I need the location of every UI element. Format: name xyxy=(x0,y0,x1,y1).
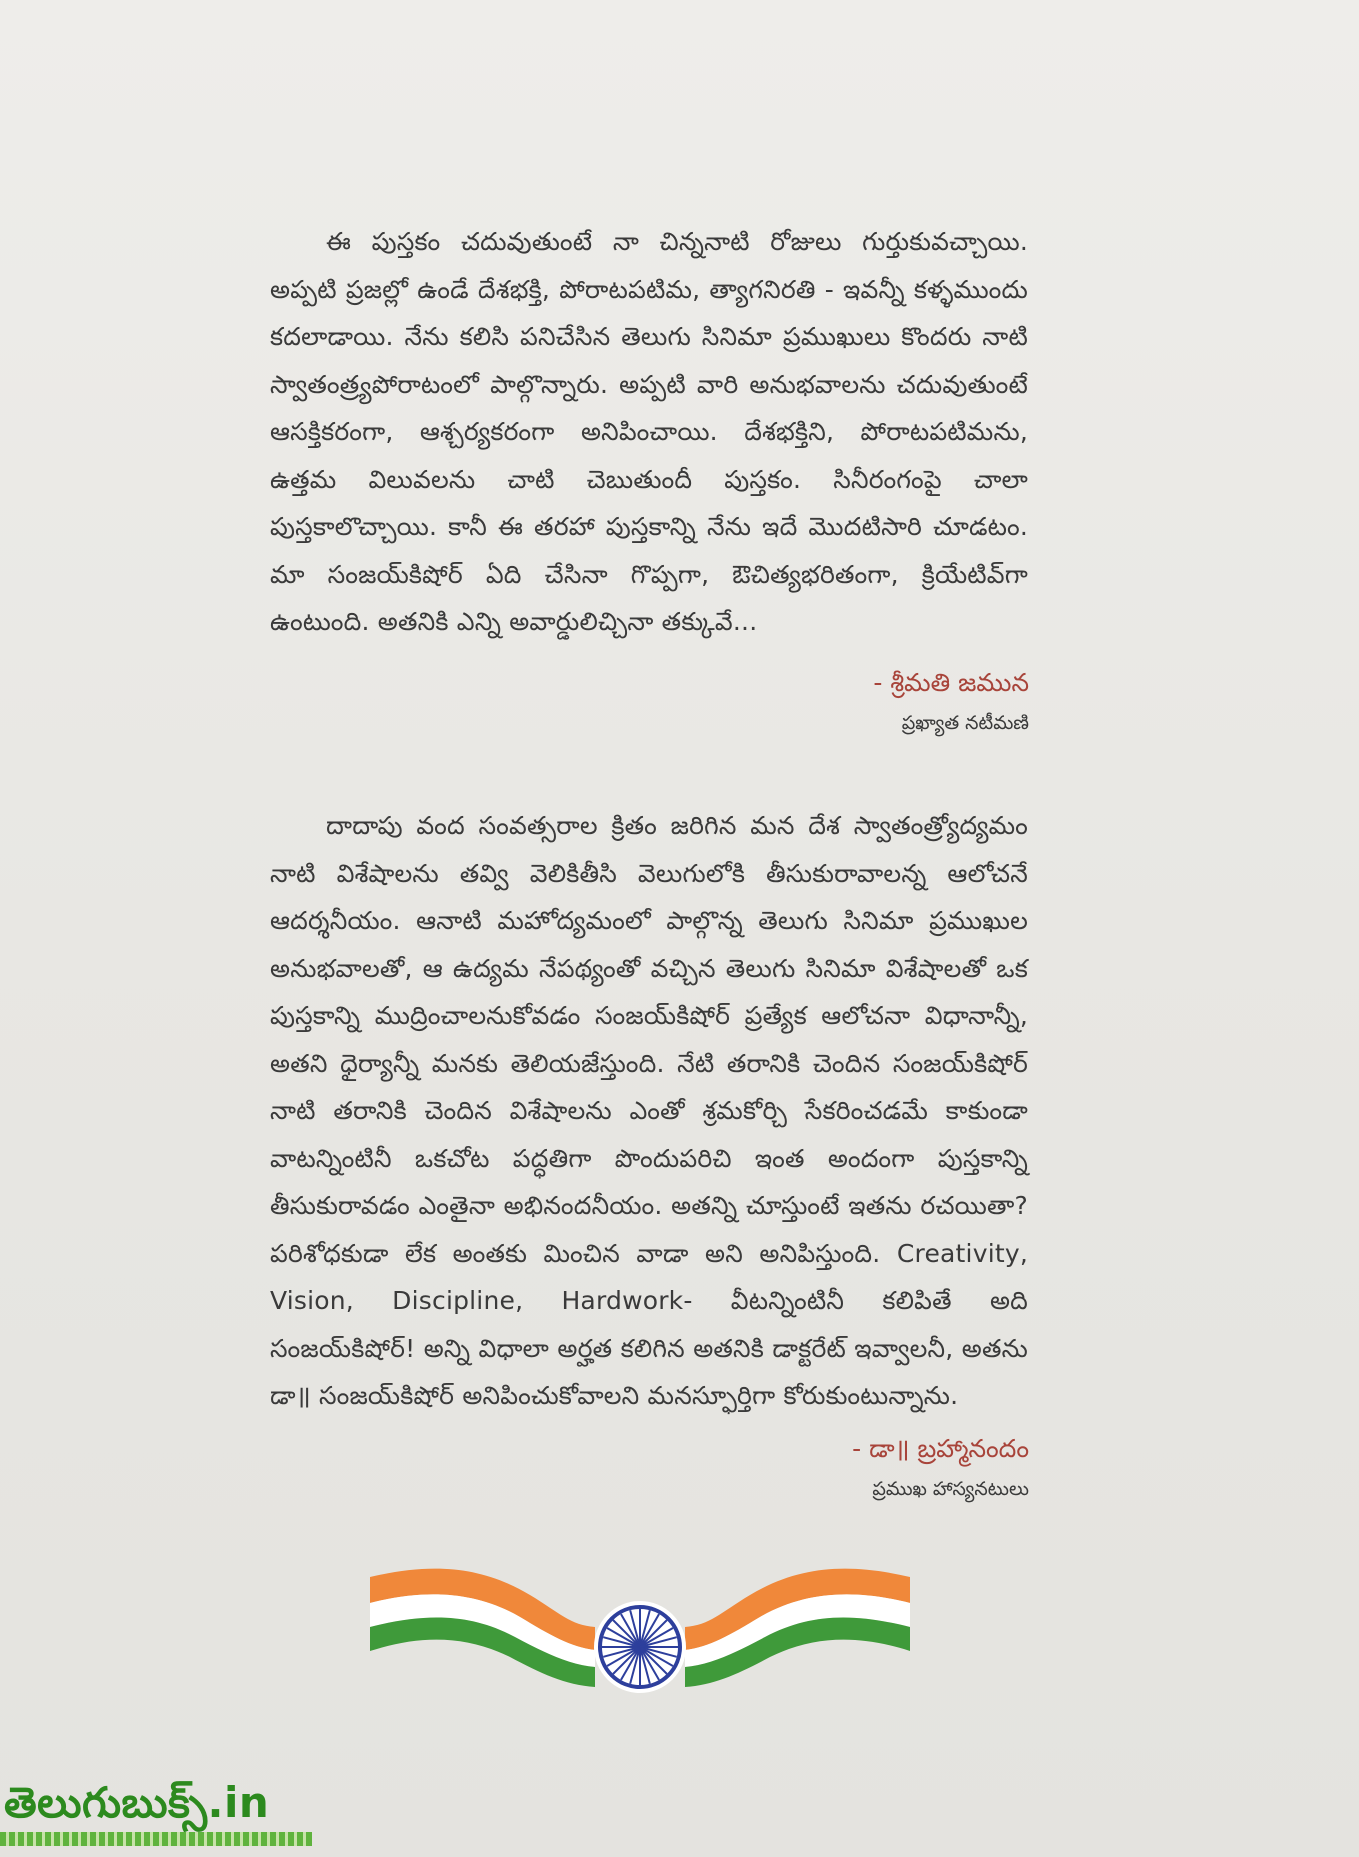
signature-role: ప్రముఖ హాస్యనటులు xyxy=(872,1478,1029,1500)
left-ribbon xyxy=(370,1569,595,1687)
telugubooks-logo: తెలుగుబుక్స్.in xyxy=(4,1778,270,1827)
quote-jamuna: ఈ పుస్తకం చదువుతుంటే నా చిన్ననాటి రోజులు గుర్తుకువచ్చాయి. అప్పటి ప్రజల్లో ఉండే దేశభక్తి, పోరాటపటిమ, త్యాగనిరతి - ఇవన్నీ కళ్ళముందు కదలాడాయి. నేను కలిసి పనిచేసిన తెలుగు సినిమా ప్రముఖులు కొందరు నాటి స్వాతంత్ర్యపోరాటంలో పాల్గొన్నారు. అప్పటి వారి అనుభవాలను చదువుతుంటే ఆసక్తికరంగా, ఆశ్చర్యకరంగా అనిపించాయి. దేశభక్తిని, పోరాటపటిమను, ఉత్తమ విలువలను చాటి చెబుతుందీ పుస్తకం. సినీరంగంపై చాలా పుస్తకాలొచ్చాయి. కానీ ఈ తరహా పుస్తకాన్ని నేను ఇదే మొదటిసారి చూడటం. మా సంజయ్‌కిషోర్ ఏది చేసినా గొప్పగా, ఔచిత్యభరితంగా, క్రియేటివ్‌గా ఉంటుంది. అతనికి ఎన్ని అవార్డులిచ్చినా తక్కువే... xyxy=(270,227,1028,636)
logo-grass-strip xyxy=(0,1832,312,1846)
quote-brahmanandam: దాదాపు వంద సంవత్సరాల క్రితం జరిగిన మన దేశ స్వాతంత్ర్యోద్యమం నాటి విశేషాలను తవ్వి వెలికితీసి వెలుగులోకి తీసుకురావాలన్న ఆలోచనే ఆదర్శనీయం. ఆనాటి మహోద్యమంలో పాల్గొన్న తెలుగు సినిమా ప్రముఖుల అనుభవాలతో, ఆ ఉద్యమ నేపథ్యంతో వచ్చిన తెలుగు సినిమా విశేషాలతో ఒక పుస్తకాన్ని ముద్రించాలనుకోవడం సంజయ్‌కిషోర్ ప్రత్యేక ఆలోచనా విధానాన్నీ, అతని ధైర్యాన్నీ మనకు తెలియజేస్తుంది. నేటి తరానికి చెందిన సంజయ్‌కిషోర్ నాటి తరానికి చెందిన విశేషాలను ఎంతో శ్రమకోర్చి సేకరించడమే కాకుండా వాటన్నింటినీ ఒకచోట పద్ధతిగా పొందుపరిచి ఇంత అందంగా పుస్తకాన్ని తీసుకురావడం ఎంతైనా అభినందనీయం. అతన్ని చూస్తుంటే ఇతను రచయితా? పరిశోధకుడా లేక అంతకు మించిన వాడా అని అనిపిస్తుంది. Creativity, Vision, Discipline, Hardwork- వీటన్నింటినీ కలిపితే అది సంజయ్‌కిషోర్! అన్ని విధాలా అర్హత కలిగిన అతనికి డాక్టరేట్ ఇవ్వాలనీ, అతను డా॥ సంజయ్‌కిషోర్ అనిపించుకోవాలని మనస్ఫూర్తిగా కోరుకుంటున్నాను. xyxy=(270,811,1028,1410)
signature-name: - డా॥ బ్రహ్మానందం xyxy=(852,1434,1029,1463)
signature-name: - శ్రీమతి జమున xyxy=(873,668,1029,697)
right-ribbon xyxy=(685,1569,910,1687)
signature-role: ప్రఖ్యాత నటీమణి xyxy=(901,712,1029,734)
ashoka-chakra-icon xyxy=(594,1601,686,1693)
signature-brahmanandam xyxy=(852,1432,1029,1504)
indian-flag-ribbon-emblem xyxy=(370,1555,910,1700)
signature-jamuna xyxy=(873,666,1029,738)
